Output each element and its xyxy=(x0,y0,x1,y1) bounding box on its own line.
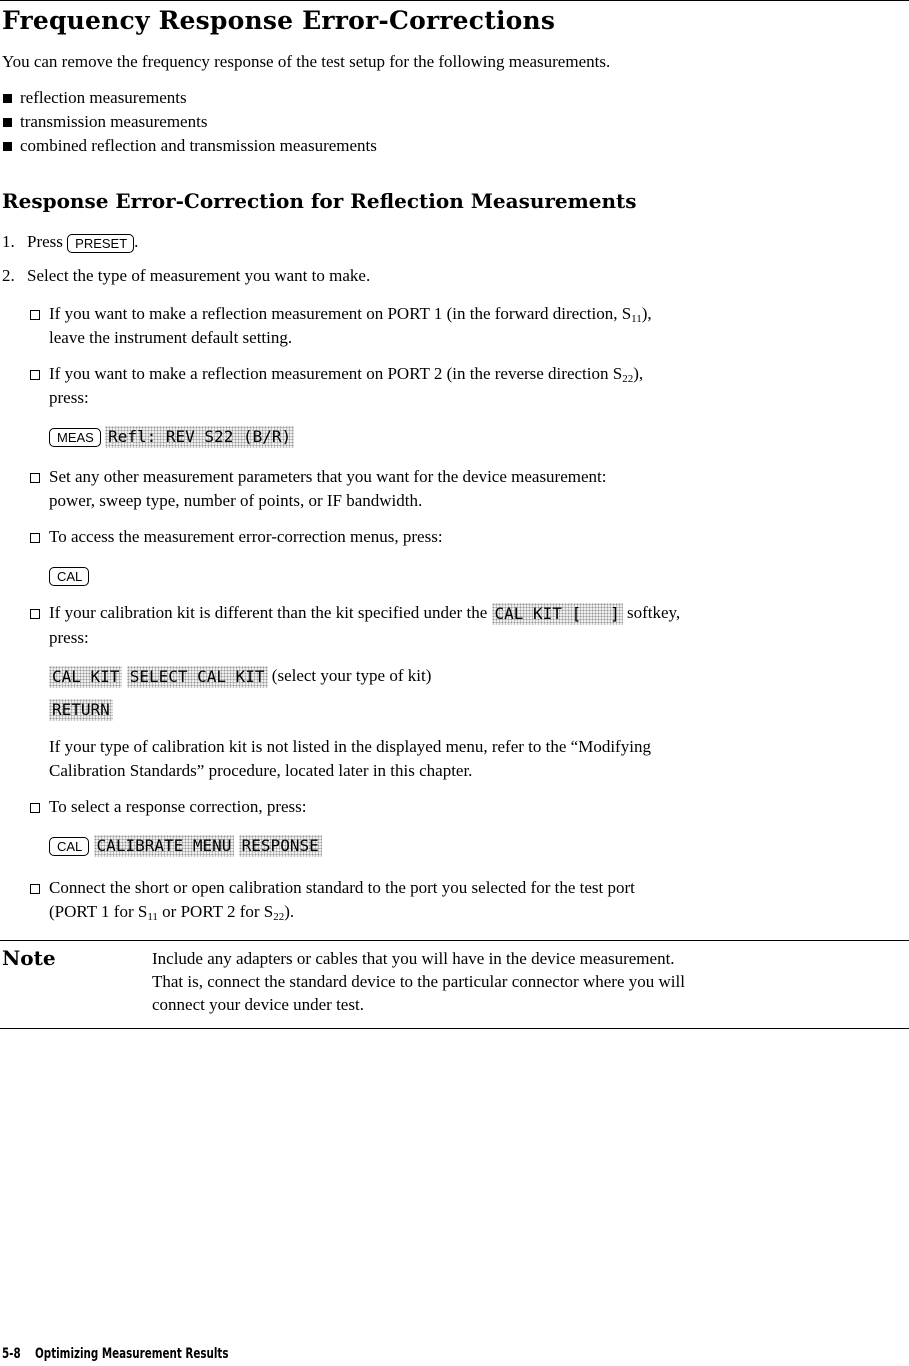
intro-paragraph: You can remove the frequency response of the test setup for the following measurements. xyxy=(2,52,611,71)
cal-kit-select-softkey[interactable]: CAL KIT xyxy=(49,666,122,688)
item-1-line-1: If you want to make a reflection measurement on PORT 1 (in the forward direction, $S_{11}$), xyxy=(49,304,652,325)
checkbox-square-icon xyxy=(30,609,40,619)
item-5-line-1: If your calibration kit is different than the kit specified under the CAL KIT [ ] softkey, xyxy=(49,603,681,624)
page-footer: 5-8 Optimizing Measurement Results xyxy=(2,1346,229,1362)
cal-key[interactable]: CAL xyxy=(49,837,89,856)
select-cal-kit-softkey[interactable]: SELECT CAL KIT xyxy=(127,666,268,688)
note-top-rule xyxy=(0,940,909,941)
checkbox-square-icon xyxy=(30,310,40,320)
refl-rev-s22-softkey[interactable]: Refl: REV S22 (B/R) xyxy=(105,426,294,448)
item-5-return xyxy=(49,699,113,721)
item-7-line-2: (PORT 1 for $S_{11}$ or PORT 2 for $S_{22}$). xyxy=(49,902,295,923)
note-line-2: That is, connect the standard device to the particular connector where you will xyxy=(152,972,685,991)
note-bottom-rule xyxy=(0,1028,909,1029)
checkbox-square-icon xyxy=(30,370,40,380)
checkbox-square-icon xyxy=(30,473,40,483)
meas-key[interactable]: MEAS xyxy=(49,428,101,447)
note-label: Note xyxy=(2,946,56,970)
item-4-line-1: To access the measurement error-correction menus, press: xyxy=(49,527,443,546)
cal-key[interactable]: CAL xyxy=(49,567,89,586)
item-7-line-1: Connect the short or open calibration standard to the port you selected for the test port xyxy=(49,878,635,897)
step-2: 2. Select the type of measurement you want to make. xyxy=(2,266,371,285)
cal-kit-softkey[interactable]: CAL KIT [ ] xyxy=(492,603,623,625)
bullet-square-icon xyxy=(3,142,12,151)
item-1-line-2: leave the instrument default setting. xyxy=(49,328,293,347)
item-2-line-1: If you want to make a reflection measurement on PORT 2 (in the reverse direction $S_{22}$), xyxy=(49,364,644,385)
item-3-line-2: power, sweep type, number of points, or IF bandwidth. xyxy=(49,491,423,510)
preset-key[interactable]: PRESET xyxy=(67,234,134,253)
checkbox-square-icon xyxy=(30,884,40,894)
item-2-keys xyxy=(49,426,294,448)
item-5-note-2: Calibration Standards” procedure, located later in this chapter. xyxy=(49,761,473,780)
bullet-square-icon xyxy=(3,94,12,103)
top-rule xyxy=(0,0,909,1)
section-title: Response Error-Correction for Reflection Measurements xyxy=(2,189,637,213)
checkbox-square-icon xyxy=(30,533,40,543)
item-5-note-1: If your type of calibration kit is not listed in the displayed menu, refer to the “Modifying xyxy=(49,737,651,756)
response-softkey[interactable]: RESPONSE xyxy=(239,835,322,857)
calibrate-menu-softkey[interactable]: CALIBRATE MENU xyxy=(94,835,235,857)
item-4-keys xyxy=(49,565,89,586)
item-6-line-1: To select a response correction, press: xyxy=(49,797,307,816)
item-3-line-1: Set any other measurement parameters that you want for the device measurement: xyxy=(49,467,607,486)
step-1: 1. Press PRESET . xyxy=(2,232,139,251)
page-title: Frequency Response Error-Corrections xyxy=(2,6,556,35)
bullet-square-icon xyxy=(3,118,12,127)
item-2-line-2: press: xyxy=(49,388,89,407)
item-6-keys xyxy=(49,835,322,857)
note-line-1: Include any adapters or cables that you will have in the device measurement. xyxy=(152,949,675,968)
note-line-3: connect your device under test. xyxy=(152,995,364,1014)
item-5-line-2: press: xyxy=(49,628,89,647)
checkbox-square-icon xyxy=(30,803,40,813)
return-softkey[interactable]: RETURN xyxy=(49,699,113,721)
item-5-keys: CAL KIT SELECT CAL KIT (select your type of kit) xyxy=(49,666,431,688)
